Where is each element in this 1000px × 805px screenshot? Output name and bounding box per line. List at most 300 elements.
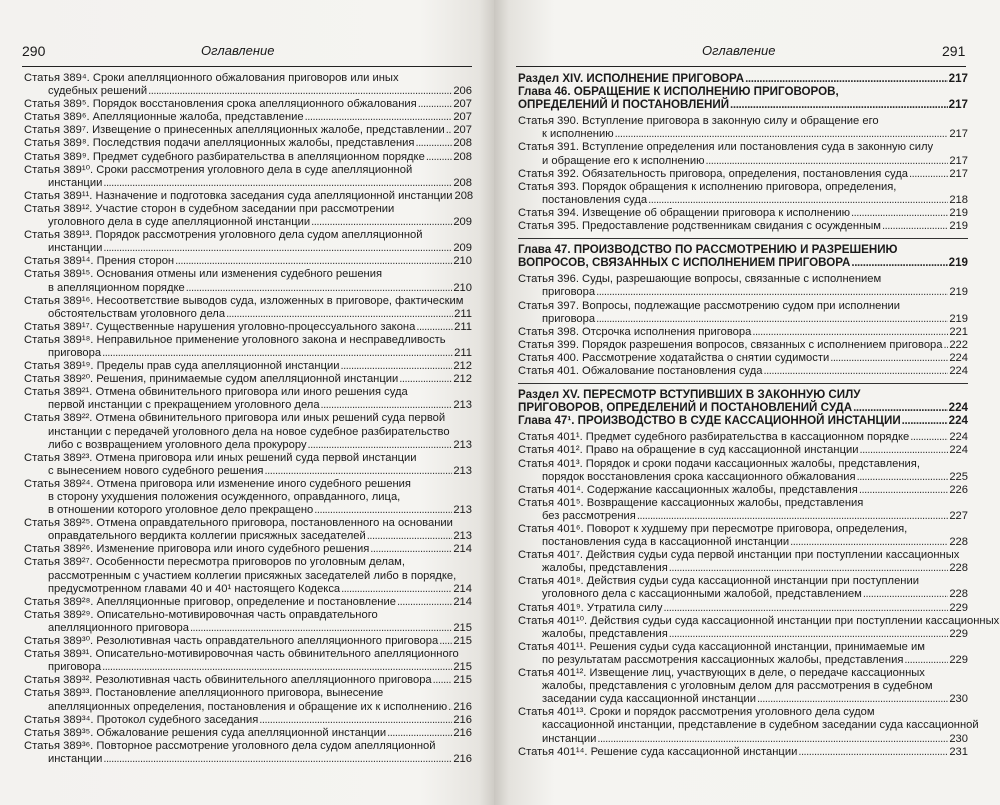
right-running-header: Оглавление: [702, 43, 776, 58]
toc-entry: [24, 635, 472, 648]
toc-entry: [24, 151, 472, 164]
dot-leader: [367, 530, 453, 543]
toc-page-number: 231: [949, 745, 968, 758]
toc-entry-text: оправдательного вердикта коллегии присяжных заседателей: [48, 530, 366, 543]
dot-leader: [851, 207, 948, 220]
toc-page-number: 217: [949, 154, 968, 167]
dot-leader: [226, 308, 453, 321]
toc-entry: [24, 648, 472, 674]
right-toc-list: [518, 72, 1000, 759]
toc-entry: [518, 352, 968, 365]
toc-entry-text: по результатам рассмотрения кассационных жалобы, представления: [542, 653, 904, 666]
toc-page-number: 219: [949, 220, 968, 233]
toc-entry-text: Статья 389¹⁹. Пределы прав суда апелляционной инстанции: [24, 360, 340, 373]
toc-page-number: 221: [949, 325, 968, 338]
toc-entry: [24, 687, 472, 713]
toc-entry-text: Статья 389³⁶. Повторное рассмотрение уголовного дела судом апелляционной: [24, 739, 436, 752]
toc-entry: [24, 72, 472, 98]
dot-leader: [418, 98, 453, 111]
toc-page-number: 219: [949, 206, 968, 219]
toc-page-number: 209: [453, 242, 472, 255]
toc-entry-text: Глава 47¹. ПРОИЗВОДСТВО В СУДЕ КАССАЦИОННОЙ ИНСТАНЦИИ: [518, 414, 901, 428]
dot-leader: [745, 72, 948, 85]
toc-entry: [24, 111, 472, 124]
dot-leader: [314, 504, 452, 517]
toc-entry-text: Статья 389¹¹. Назначение и подготовка заседания суда апелляционной инстанции: [24, 189, 453, 202]
toc-page-number: 224: [948, 414, 968, 428]
toc-entry-text: приговора: [48, 346, 102, 359]
toc-page-number: 219: [949, 286, 968, 299]
toc-entry-text: Статья 389¹⁸. Неправильное применение уголовного закона и несправедливость: [24, 333, 446, 346]
dot-leader: [752, 326, 948, 339]
toc-entry-text: Статья 401¹³. Сроки и порядок рассмотрения уголовного дела судом: [518, 706, 875, 719]
toc-entry-text: Статья 389¹⁷. Существенные нарушения уголовно-процессуального закона: [24, 320, 416, 333]
toc-entry-text: судебных решений: [48, 85, 148, 98]
toc-entry: [24, 255, 472, 268]
chapter-divider: [518, 238, 968, 239]
toc-entry: [518, 431, 968, 444]
toc-entry-text: предусмотренном главами 40 и 40¹ настоящего Кодекса: [48, 582, 341, 595]
toc-entry-text: Статья 389¹⁴. Прения сторон: [24, 255, 175, 268]
toc-entry-text: заседании суда кассационной инстанции: [542, 693, 757, 706]
toc-entry-text: Статья 401. Обжалование постановления суда: [518, 364, 763, 377]
toc-entry: [24, 229, 472, 255]
toc-entry-text: Статья 389²⁰. Решения, принимаемые судом апелляционной инстанции: [24, 373, 399, 386]
left-running-header: Оглавление: [201, 43, 275, 58]
dot-leader: [859, 484, 948, 497]
toc-page-number: 216: [453, 726, 472, 739]
left-page: [0, 0, 494, 805]
toc-entry: [518, 141, 968, 167]
dot-leader: [265, 465, 453, 478]
toc-entry-text: Статья 396. Суды, разрешающие вопросы, связанные с исполнением: [518, 273, 882, 286]
toc-entry: [518, 641, 968, 667]
toc-page-number: 229: [949, 627, 968, 640]
toc-entry: [518, 746, 968, 759]
toc-entry-text: Статья 389²³. Отмена приговора или иных решений суда первой инстанции: [24, 451, 417, 464]
toc-entry-text: в отношении которого уголовное дело прекращено: [48, 504, 314, 517]
toc-entry: [24, 373, 472, 386]
toc-entry: [518, 523, 968, 549]
dot-leader: [597, 733, 948, 746]
dot-leader: [321, 399, 453, 412]
toc-entry: [24, 164, 472, 190]
toc-page-number: 216: [453, 752, 472, 765]
dot-leader: [399, 373, 452, 386]
dot-leader: [909, 168, 948, 181]
toc-entry-text: порядок восстановления срока кассационного обжалования: [542, 470, 856, 483]
toc-page-number: 213: [453, 464, 472, 477]
toc-entry-text: Статья 401¹¹. Решения судьи суда кассационной инстанции, принимаемые им: [518, 640, 925, 653]
toc-entry: [518, 458, 968, 484]
toc-page-number: 225: [949, 470, 968, 483]
toc-entry-text: Статья 393. Порядок обращения к исполнению приговора, определения,: [518, 180, 897, 193]
toc-entry-text: Статья 389²¹. Отмена обвинительного приговора или иного решения суда: [24, 386, 408, 399]
toc-page-number: 216: [453, 700, 472, 713]
toc-page-number: 226: [949, 483, 968, 496]
dot-leader: [190, 622, 452, 635]
toc-entry-text: Статья 389⁸. Последствия подачи апелляционных жалобы, представления: [24, 137, 415, 150]
toc-entry: [518, 365, 968, 378]
dot-leader: [416, 321, 453, 334]
toc-page-number: 209: [453, 216, 472, 229]
toc-entry-text: Статья 389²⁷. Особенности пересмотра приговоров по уголовным делам,: [24, 556, 405, 569]
toc-entry-text: уголовного дела с кассационными жалобой, представлением: [542, 588, 862, 601]
toc-entry-text: Раздел XIV. ИСПОЛНЕНИЕ ПРИГОВОРА: [518, 72, 745, 85]
toc-entry-text: Статья 390. Вступление приговора в законную силу и обращение его: [518, 115, 879, 128]
toc-page-number: 224: [949, 364, 968, 377]
toc-page-number: 224: [949, 351, 968, 364]
toc-entry-text: Статья 401⁸. Действия судьи суда кассационной инстанции при поступлении: [518, 575, 919, 588]
toc-page-number: 207: [453, 98, 472, 111]
toc-entry-text: Статья 389¹⁶. Несоответствие выводов суда, изложенных в приговоре, фактическим: [24, 294, 464, 307]
toc-entry: [518, 300, 968, 326]
toc-entry-text: Статья 401¹. Предмет судебного разбирательства в кассационном порядке: [518, 431, 910, 444]
toc-entry: [518, 444, 968, 457]
dot-leader: [853, 401, 948, 414]
toc-page-number: 213: [453, 399, 472, 412]
left-page-number: 290: [22, 43, 46, 59]
toc-entry-text: Статья 391. Вступление определения или постановления суда в законную силу: [518, 141, 934, 154]
toc-entry: [24, 543, 472, 556]
toc-entry-text: Статья 394. Извещение об обращении приговора к исполнению: [518, 206, 851, 219]
dot-leader: [397, 596, 452, 609]
toc-entry-text: Статья 401⁷. Действия судьи суда первой инстанции при поступлении кассационных: [518, 549, 960, 562]
dot-leader: [103, 177, 452, 190]
toc-entry-text: Глава 46. ОБРАЩЕНИЕ К ИСПОЛНЕНИЮ ПРИГОВОРОВ,: [518, 85, 839, 99]
toc-page-number: 210: [453, 281, 472, 294]
toc-entry-text: постановления суда: [542, 193, 648, 206]
toc-entry-text: ПРИГОВОРОВ, ОПРЕДЕЛЕНИЙ И ПОСТАНОВЛЕНИЙ СУДА: [518, 401, 853, 415]
toc-entry-text: постановления суда в кассационной инстанции: [542, 536, 790, 549]
dot-leader: [433, 674, 453, 687]
toc-page-number: 213: [453, 530, 472, 543]
toc-entry-text: Статья 389¹². Участие сторон в судебном заседании при рассмотрении: [24, 202, 395, 215]
toc-entry-text: кассационной инстанции, представление в судебном заседании суда кассационной: [542, 719, 979, 732]
dot-leader: [415, 137, 452, 150]
toc-chapter: [518, 243, 968, 269]
toc-page-number: 230: [949, 693, 968, 706]
toc-entry: [24, 609, 472, 635]
toc-page-number: 217: [948, 98, 968, 112]
dot-leader: [311, 216, 452, 229]
toc-entry-text: жалобы, представления с уголовным делом для рассмотрения в судебном: [542, 680, 933, 693]
toc-entry: [518, 667, 968, 706]
toc-entry: [24, 714, 472, 727]
dot-leader: [615, 128, 949, 141]
dot-leader: [910, 431, 948, 444]
dot-leader: [904, 654, 948, 667]
toc-entry-text: в сторону ухудшения положения осужденного, оправданного, лица,: [48, 491, 401, 503]
toc-entry-text: либо с возвращением уголовного дела прокурору: [48, 438, 307, 451]
dot-leader: [148, 85, 452, 98]
toc-entry-text: Статья 401³. Порядок и сроки подачи кассационных жалобы, представления,: [518, 457, 920, 470]
toc-entry: [24, 321, 472, 334]
toc-entry: [24, 478, 472, 517]
dot-leader: [341, 583, 452, 596]
toc-entry-text: Статья 389²⁵. Отмена оправдательного приговора, постановленного на основании: [24, 517, 453, 530]
right-page-number: 291: [942, 43, 966, 59]
toc-page-number: 207: [453, 111, 472, 124]
toc-entry-text: приговора: [542, 286, 596, 299]
dot-leader: [857, 471, 949, 484]
right-page: [494, 0, 1000, 805]
toc-page-number: 217: [949, 167, 968, 180]
toc-entry-text: Статья 389²². Отмена обвинительного приговора или иных решений суда первой: [24, 412, 446, 425]
toc-entry-text: без рассмотрения: [542, 509, 636, 522]
toc-entry-text: Статья 398. Отсрочка исполнения приговора: [518, 325, 752, 338]
section-divider: [518, 383, 968, 384]
dot-leader: [387, 727, 452, 740]
dot-leader: [596, 286, 948, 299]
toc-entry-text: обстоятельствам уголовного дела: [48, 307, 226, 320]
toc-page-number: 208: [453, 137, 472, 150]
dot-leader: [944, 339, 949, 352]
toc-entry-text: Глава 47. ПРОИЗВОДСТВО ПО РАССМОТРЕНИЮ И РАЗРЕШЕНИЮ: [518, 243, 898, 257]
left-header-rule: [22, 66, 472, 67]
dot-leader: [426, 151, 453, 164]
toc-entry-text: Статья 389³³. Постановление апелляционного приговора, вынесение: [24, 687, 384, 700]
toc-entry-text: Статья 389²⁴. Отмена приговора или изменение иного судебного решения: [24, 477, 411, 490]
toc-entry: [518, 115, 968, 141]
dot-leader: [706, 155, 949, 168]
dot-leader: [902, 414, 948, 427]
toc-entry: [24, 740, 472, 766]
dot-leader: [439, 635, 452, 648]
dot-leader: [830, 352, 948, 365]
toc-entry-text: жалобы, представления: [542, 627, 668, 640]
toc-page-number: 229: [949, 601, 968, 614]
toc-entry-text: Статья 400. Рассмотрение ходатайства о снятии судимости: [518, 351, 830, 364]
toc-page-number: 219: [949, 312, 968, 325]
toc-chapter: [518, 85, 968, 111]
toc-entry: [24, 596, 472, 609]
toc-entry-text: инстанции: [48, 242, 103, 255]
dot-leader: [648, 194, 948, 207]
toc-entry-text: Статья 389²⁸. Апелляционные приговор, определение и постановление: [24, 595, 396, 608]
toc-entry-text: Статья 389⁵. Порядок восстановления срока апелляционного обжалования: [24, 98, 417, 111]
toc-page-number: 208: [453, 150, 472, 163]
toc-page-number: 230: [949, 732, 968, 745]
dot-leader: [669, 562, 949, 575]
toc-entry-text: с вынесением нового судебного решения: [48, 464, 264, 477]
toc-page-number: 211: [454, 346, 472, 359]
toc-page-number: 211: [454, 320, 472, 333]
dot-leader: [730, 98, 948, 111]
toc-entry-text: Статья 389¹³. Порядок рассмотрения уголовного дела судом апелляционной: [24, 229, 423, 242]
toc-entry: [518, 706, 979, 745]
toc-entry-text: Статья 389³². Резолютивная часть обвинительного апелляционного приговора: [24, 674, 432, 687]
toc-page-number: 215: [453, 674, 472, 687]
dot-leader: [798, 746, 948, 759]
toc-entry-text: инстанции: [542, 732, 597, 745]
toc-page-number: 213: [453, 438, 472, 451]
toc-entry-text: Статья 389²⁹. Описательно-мотивировочная часть оправдательного: [24, 608, 378, 621]
toc-entry: [24, 334, 472, 360]
toc-page-number: 212: [453, 360, 472, 373]
toc-entry-text: Статья 401¹². Извещение лиц, участвующих в деле, о передаче кассационных: [518, 667, 925, 680]
toc-entry-text: уголовного дела в суде апелляционной инстанции: [48, 216, 311, 229]
toc-entry-text: инстанции: [48, 752, 103, 765]
toc-entry: [518, 575, 968, 601]
toc-entry: [24, 517, 472, 543]
dot-leader: [305, 111, 453, 124]
toc-entry: [518, 168, 968, 181]
dot-leader: [448, 701, 452, 714]
toc-page-number: 213: [453, 504, 472, 517]
toc-entry: [518, 339, 968, 352]
toc-page-number: 224: [949, 444, 968, 457]
toc-entry-text: жалобы, представления: [542, 562, 668, 575]
toc-entry: [24, 124, 472, 137]
toc-entry-text: приговора: [542, 312, 596, 325]
toc-entry: [518, 497, 968, 523]
dot-leader: [859, 444, 948, 457]
toc-page-number: 216: [453, 713, 472, 726]
dot-leader: [851, 256, 947, 269]
toc-entry-text: Статья 389³¹. Описательно-мотивировочная часть обвинительного апелляционного: [24, 648, 459, 661]
toc-entry-text: ОПРЕДЕЛЕНИЙ И ПОСТАНОВЛЕНИЙ: [518, 98, 730, 112]
dot-leader: [863, 588, 948, 601]
dot-leader: [370, 543, 452, 556]
toc-page-number: 218: [949, 193, 968, 206]
toc-entry: [518, 207, 968, 220]
toc-page-number: 228: [949, 562, 968, 575]
toc-chapter: [518, 414, 968, 427]
toc-entry-text: Статья 389¹⁰. Сроки рассмотрения уголовного дела в суде апелляционной: [24, 163, 413, 176]
toc-entry: [518, 614, 1000, 641]
toc-entry: [24, 268, 472, 294]
toc-entry: [518, 220, 968, 233]
toc-page-number: 212: [453, 373, 472, 386]
dot-leader: [669, 628, 949, 641]
toc-entry: [24, 412, 472, 451]
toc-entry-text: Раздел XV. ПЕРЕСМОТР ВСТУПИВШИХ В ЗАКОННУЮ СИЛУ: [518, 388, 861, 402]
toc-entry: [518, 602, 968, 615]
toc-page-number: 214: [453, 595, 472, 608]
toc-page-number: 215: [453, 621, 472, 634]
dot-leader: [259, 714, 452, 727]
toc-entry-text: Статья 401². Право на обращение в суд кассационной инстанции: [518, 444, 859, 457]
toc-entry: [24, 452, 472, 478]
left-toc-list: [24, 72, 472, 766]
dot-leader: [175, 255, 452, 268]
dot-leader: [340, 360, 452, 373]
toc-entry: [518, 181, 968, 207]
toc-page-number: 228: [949, 588, 968, 601]
toc-entry-text: Статья 401⁹. Утратила силу: [518, 601, 663, 614]
toc-page-number: 211: [454, 307, 472, 320]
right-header-rule: [516, 66, 966, 67]
toc-entry: [24, 674, 472, 687]
dot-leader: [102, 347, 453, 360]
dot-leader: [103, 753, 452, 766]
toc-entry-text: инстанции: [48, 176, 103, 189]
dot-leader: [446, 124, 453, 137]
toc-page-number: 222: [949, 338, 968, 351]
toc-entry-text: ВОПРОСОВ, СВЯЗАННЫХ С ИСПОЛНЕНИЕМ ПРИГОВОРА: [518, 256, 851, 270]
dot-leader: [102, 661, 452, 674]
toc-entry-text: Статья 401¹⁰. Действия судьи суда кассационной инстанции при поступлении кассационных: [518, 614, 1000, 627]
toc-entry-text: первой инстанции с прекращением уголовного дела: [48, 399, 320, 412]
toc-entry: [24, 190, 472, 203]
toc-page-number: 228: [949, 536, 968, 549]
toc-page-number: 229: [949, 653, 968, 666]
toc-entry-text: апелляционных определения, постановления и обращение их к исполнению: [48, 700, 448, 713]
toc-entry-text: к исполнению: [542, 128, 614, 141]
toc-page-number: 208: [454, 189, 474, 202]
toc-entry-text: Статья 389³⁴. Протокол судебного заседания: [24, 713, 259, 726]
toc-page-number: 224: [949, 431, 968, 444]
toc-entry-text: Статья 401¹⁴. Решение суда кассационной инстанции: [518, 745, 798, 758]
toc-entry: [24, 386, 472, 412]
dot-leader: [663, 602, 948, 615]
toc-page-number: 227: [949, 509, 968, 522]
toc-entry-text: рассмотренным с участием коллегии присяжных заседателей либо в порядке,: [48, 569, 457, 582]
toc-entry: [518, 273, 968, 299]
toc-page-number: 219: [948, 256, 968, 270]
toc-entry-text: Статья 401⁵. Возвращение кассационных жалобы, представления: [518, 496, 864, 509]
toc-entry-text: Статья 401⁴. Содержание кассационных жалобы, представления: [518, 483, 858, 496]
toc-entry: [518, 549, 968, 575]
dot-leader: [637, 510, 948, 523]
toc-page-number: 215: [453, 661, 472, 674]
toc-entry: [24, 203, 472, 229]
toc-entry-text: приговора: [48, 661, 102, 674]
toc-entry: [24, 98, 472, 111]
toc-page-number: 215: [453, 635, 472, 648]
toc-page-number: 206: [453, 85, 472, 98]
toc-entry: [24, 295, 472, 321]
toc-entry-text: Статья 389³⁰. Резолютивная часть оправдательного апелляционного приговора: [24, 635, 439, 648]
toc-page-number: 217: [949, 128, 968, 141]
toc-page-number: 224: [948, 401, 968, 415]
toc-entry-text: Статья 389²⁶. Изменение приговора или иного судебного решения: [24, 543, 370, 556]
dot-leader: [596, 313, 948, 326]
toc-entry: [24, 137, 472, 150]
toc-entry: [518, 326, 968, 339]
toc-entry: [24, 727, 472, 740]
toc-entry-text: Статья 389⁹. Предмет судебного разбирательства в апелляционном порядке: [24, 150, 425, 163]
toc-entry-text: Статья 389¹⁵. Основания отмены или изменения судебного решения: [24, 268, 383, 281]
toc-entry-text: апелляционного приговора: [48, 621, 189, 634]
toc-entry-text: Статья 399. Порядок разрешения вопросов, связанных с исполнением приговора: [518, 338, 943, 351]
toc-entry-text: инстанции с передачей уголовного дела на новое судебное разбирательство: [48, 425, 450, 438]
toc-entry-text: Статья 395. Предоставление родственникам свидания с осужденным: [518, 220, 881, 233]
toc-page-number: 214: [453, 543, 472, 556]
dot-leader: [764, 365, 949, 378]
toc-entry-text: в апелляционном порядке: [48, 281, 185, 294]
toc-entry-text: Статья 397. Вопросы, подлежащие рассмотрению судом при исполнении: [518, 299, 901, 312]
toc-page-number: 208: [453, 176, 472, 189]
toc-section: [518, 388, 968, 414]
dot-leader: [308, 439, 453, 452]
toc-entry: [24, 556, 472, 595]
toc-page-number: 210: [453, 255, 472, 268]
dot-leader: [882, 220, 948, 233]
dot-leader: [186, 282, 453, 295]
toc-entry-text: Статья 389⁷. Извещение о принесенных апелляционных жалобе, представлении: [24, 124, 445, 137]
toc-entry-text: Статья 389⁴. Сроки апелляционного обжалования приговоров или иных: [24, 72, 399, 84]
toc-entry-text: Статья 401⁶. Поворот к худшему при пересмотре приговора, определения,: [518, 523, 908, 535]
toc-entry: [518, 484, 968, 497]
dot-leader: [103, 242, 452, 255]
toc-page-number: 217: [948, 72, 968, 85]
toc-entry-text: Статья 389³⁵. Обжалование решения суда апелляционной инстанции: [24, 726, 387, 739]
toc-page-number: 214: [453, 582, 472, 595]
toc-entry-text: и обращение его к исполнению: [542, 154, 705, 167]
dot-leader: [790, 536, 948, 549]
